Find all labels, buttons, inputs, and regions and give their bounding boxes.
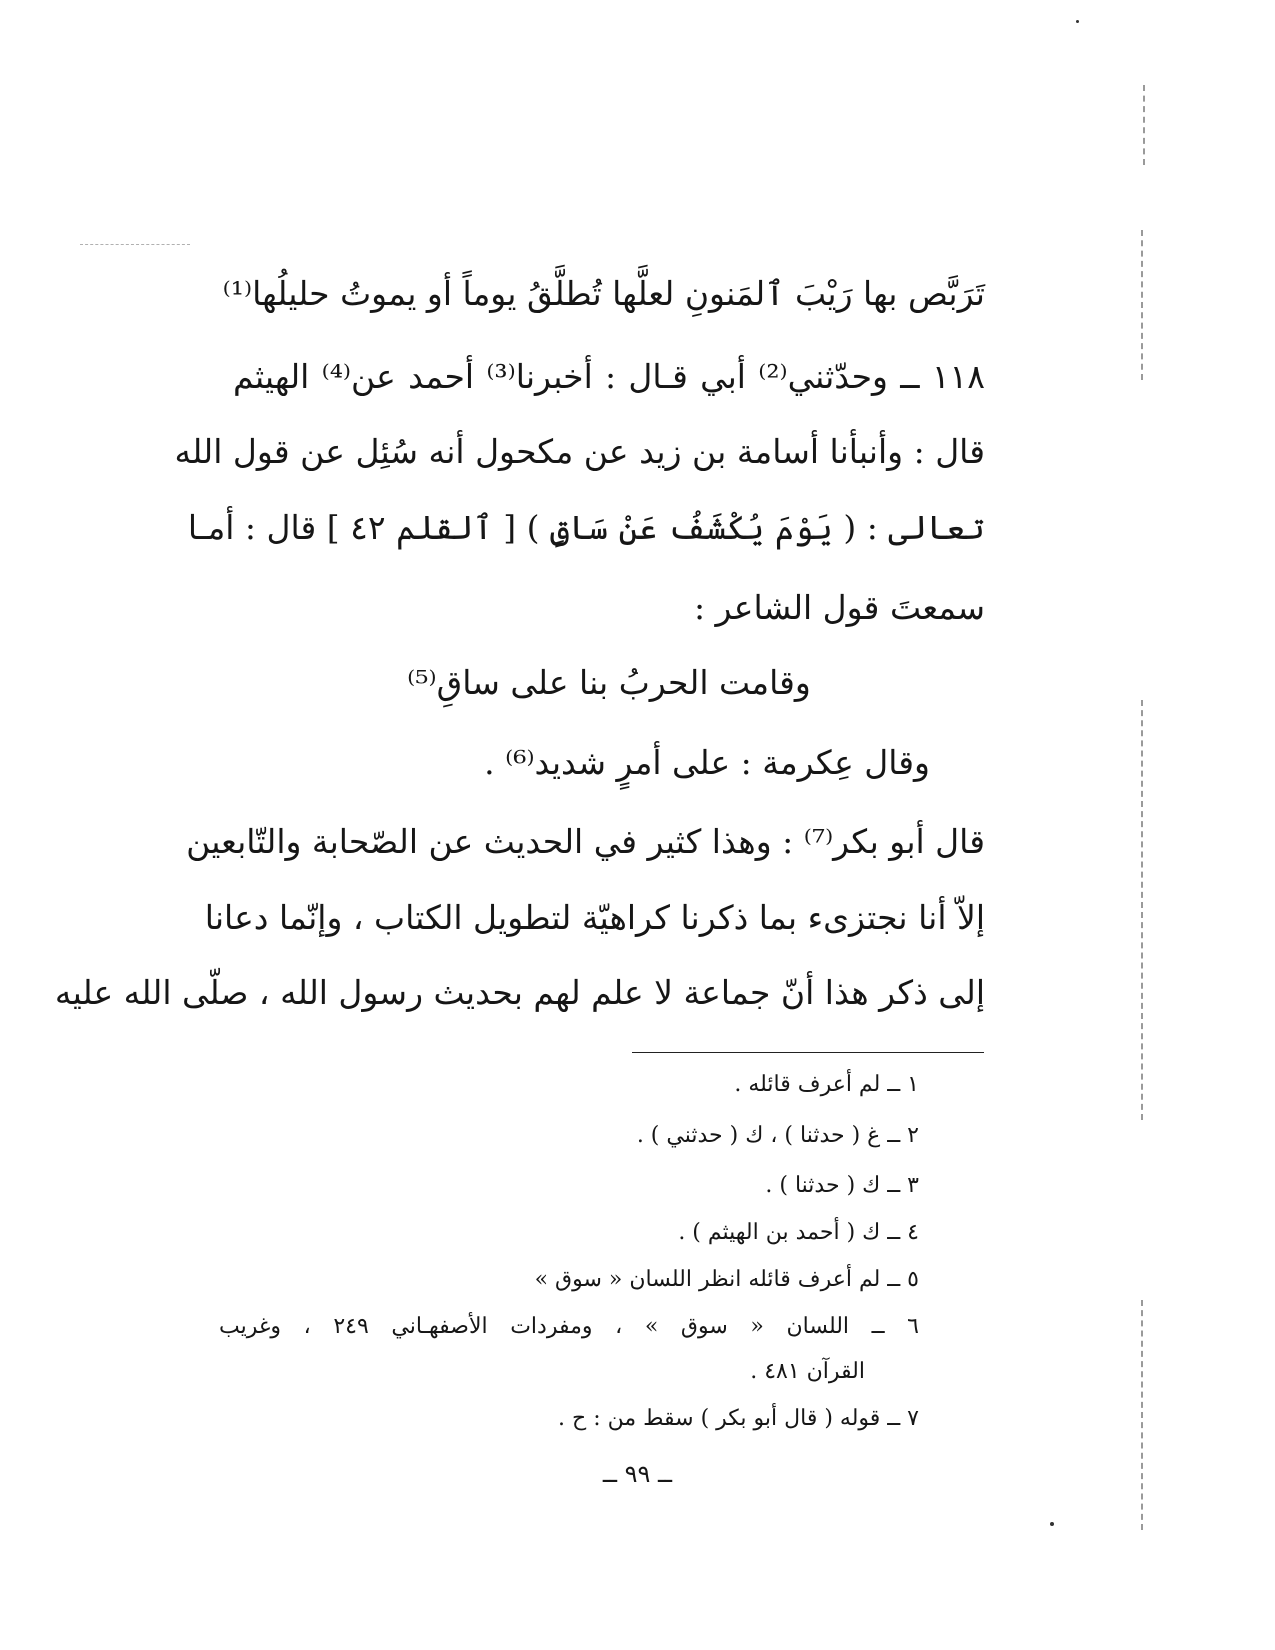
scan-dash-mark [80, 244, 190, 245]
footnote-2: ٢ ــ غ ( حدثنا ) ، ك ( حدثني ) . [636, 1123, 919, 1148]
scan-edge-mark [1141, 1300, 1143, 1530]
scan-speck [1076, 20, 1079, 23]
verse-line-2: وقامت الحربُ بنا على ساقِ⁽⁵⁾ [407, 663, 811, 702]
body-line-3: تعالى : ( يَوْمَ يُكْشَفُ عَنْ سَاقٍ ) [ ٱلقلم ٤٢ ] قال : أمـا [187, 508, 985, 547]
scan-speck [1050, 1522, 1054, 1526]
closing-line-1: قال أبو بكر⁽⁷⁾ : وهذا كثير في الحديث عن الصّحابة والتّابعين [186, 822, 985, 861]
body-line-4: سمعتَ قول الشاعر : [693, 588, 985, 627]
ikrima-line: وقال عِكرمة : على أمرٍ شديد⁽⁶⁾ . [484, 743, 930, 782]
scan-edge-mark [1141, 230, 1143, 380]
footnote-6-continued: القرآن ٤٨١ . [750, 1359, 865, 1384]
scan-edge-mark [1143, 85, 1145, 165]
body-line-2: قال : وأنبأنا أسامة بن زيد عن مكحول أنه سُئِل عن قول الله [174, 432, 985, 471]
verse-line-1: تَرَبَّص بها رَيْبَ ٱلمَنونِ لعلَّها تُطلَّقُ يوماً أو يموتُ حليلُها⁽¹⁾ [222, 274, 985, 313]
closing-line-2: إلاّ أنا نجتزىء بما ذكرنا كراهيّة لتطويل الكتاب ، وإنّما دعانا [204, 898, 985, 937]
body-line-1: ١١٨ ــ وحدّثني⁽²⁾ أبي قـال : أخبرنا⁽³⁾ أحمد عن⁽⁴⁾ الهيثم [233, 357, 985, 396]
page-number: ــ ٩٩ ــ [602, 1460, 673, 1488]
footnote-7: ٧ ــ قوله ( قال أبو بكر ) سقط من : ح . [558, 1406, 919, 1431]
footnote-divider [632, 1052, 984, 1053]
footnote-4: ٤ ــ ك ( أحمد بن الهيثم ) . [678, 1220, 919, 1245]
footnote-6: ٦ ــ اللسان « سوق » ، ومفردات الأصفهـاني ٢٤٩ ، وغريب [219, 1314, 919, 1339]
closing-line-3: إلى ذكر هذا أنّ جماعة لا علم لهم بحديث رسول الله ، صلّى الله عليه [54, 973, 985, 1012]
scan-edge-mark [1141, 700, 1143, 1120]
footnote-3: ٣ ــ ك ( حدثنا ) . [765, 1173, 919, 1198]
footnote-1: ١ ــ لم أعرف قائله . [734, 1072, 919, 1097]
footnote-5: ٥ ــ لم أعرف قائله انظر اللسان « سوق » [534, 1267, 919, 1292]
